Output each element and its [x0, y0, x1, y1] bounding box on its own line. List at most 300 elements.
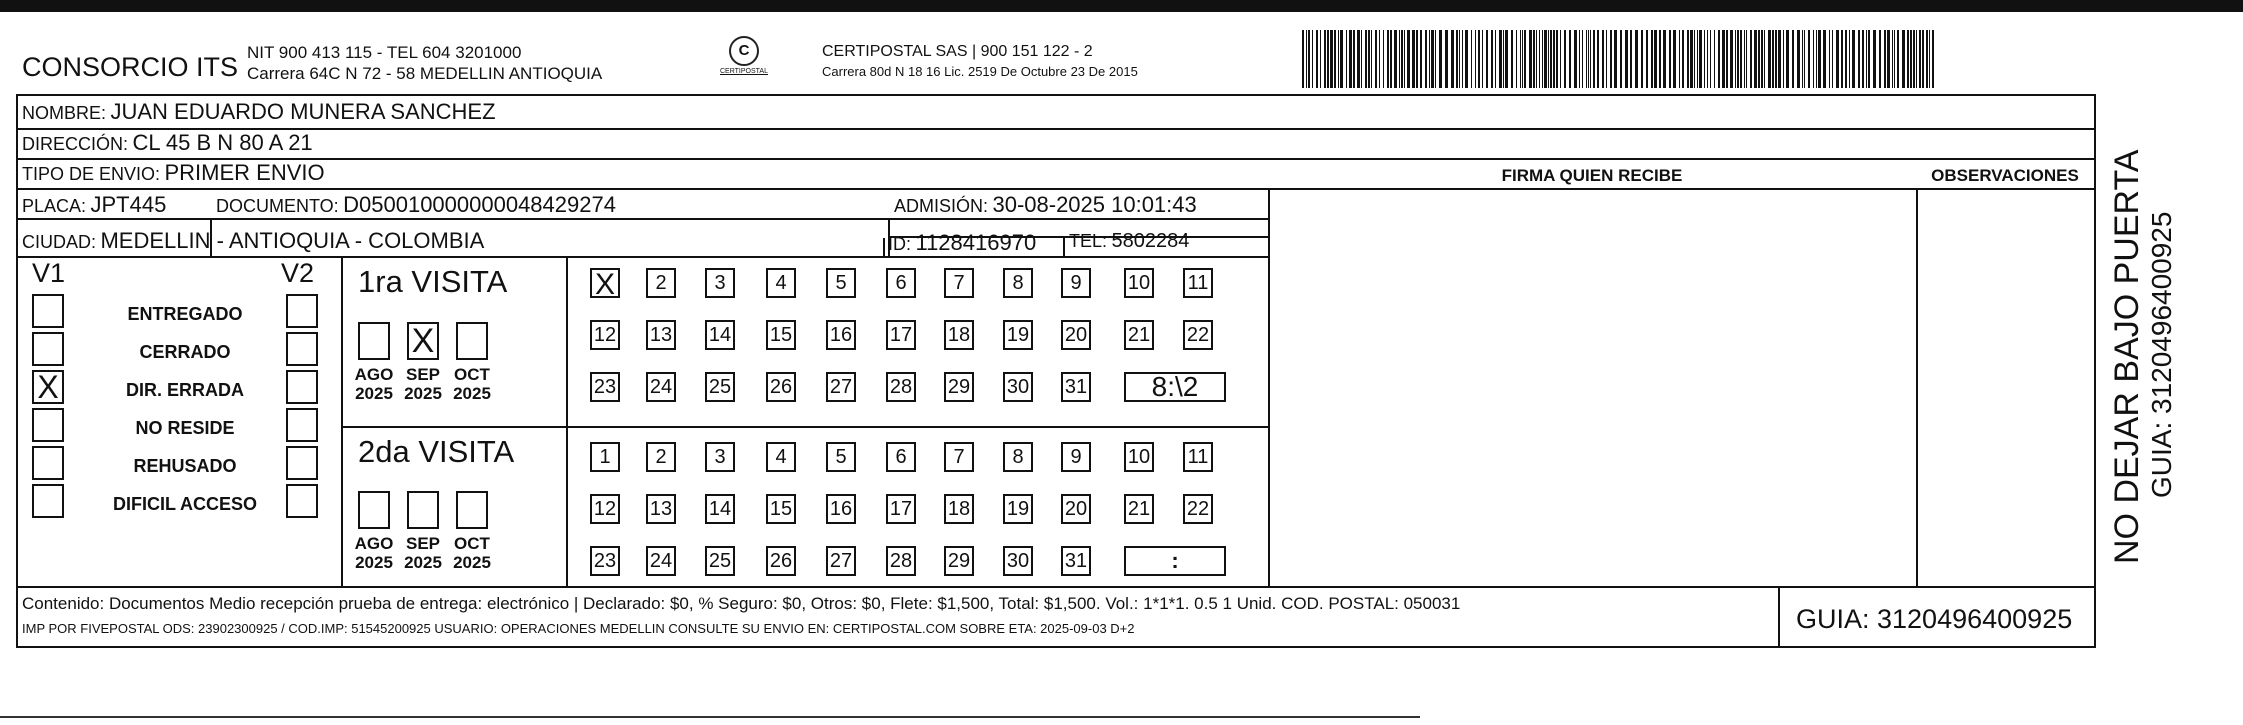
second-visit-day-box: 4	[766, 442, 796, 472]
barcode-bar	[1687, 30, 1689, 88]
bottom-rule	[0, 716, 1420, 718]
barcode-bar	[1663, 30, 1666, 88]
barcode-bar	[1679, 30, 1680, 88]
second-visit-day-box: 1	[590, 442, 620, 472]
second-visit-day-box: 28	[886, 546, 916, 576]
barcode-bar	[1383, 30, 1384, 88]
barcode-bar	[1707, 30, 1708, 88]
first-visit-day-box: 23	[590, 372, 620, 402]
barcode-bar	[1499, 30, 1502, 88]
id-value: 1128416970	[915, 230, 1037, 255]
second-visit-day-box: 21	[1124, 494, 1154, 524]
tipo-envio-label: TIPO DE ENVIO:	[22, 164, 161, 184]
month-label: SEP	[405, 365, 441, 384]
month-label: SEP	[405, 534, 441, 553]
barcode-bar	[1858, 30, 1860, 88]
barcode-bar	[1929, 30, 1930, 88]
barcode-bar	[1852, 30, 1855, 88]
barcode-bar	[1916, 30, 1917, 88]
placa-label: PLACA:	[22, 196, 87, 216]
barcode-bar	[1334, 30, 1336, 88]
barcode-bar	[1456, 30, 1458, 88]
admision-field	[894, 192, 1197, 218]
first-visit-time-box: 8:\2	[1124, 372, 1226, 402]
barcode-bar	[1802, 30, 1803, 88]
barcode-bar	[1746, 30, 1747, 88]
second-visit-day-box: 3	[705, 442, 735, 472]
v2-checkbox	[286, 484, 318, 518]
barcode-bar	[1394, 30, 1397, 88]
barcode-bar	[1412, 30, 1415, 88]
barcode-bar	[1754, 30, 1757, 88]
first-visit-day-box: 5	[826, 268, 856, 298]
barcode-bar	[1462, 30, 1463, 88]
year-label: 2025	[453, 553, 491, 572]
barcode-bar	[1722, 30, 1725, 88]
second-visit-day-box: 24	[646, 546, 676, 576]
barcode-bar	[1379, 30, 1380, 88]
status-label: CERRADO	[139, 342, 231, 362]
barcode-bar	[1435, 30, 1436, 88]
barcode-bar	[1582, 30, 1583, 88]
certipostal-logo	[712, 36, 776, 88]
barcode-bar	[1387, 30, 1389, 88]
barcode-bar	[1302, 30, 1304, 88]
first-visit-day-box: 3	[705, 268, 735, 298]
barcode-bar	[1625, 30, 1628, 88]
barcode-bar	[1866, 30, 1867, 88]
barcode-bar	[1606, 30, 1607, 88]
barcode-bar	[1894, 30, 1895, 88]
first-visit-day-box: 21	[1124, 320, 1154, 350]
barcode-bar	[1792, 30, 1794, 88]
barcode-bar	[1646, 30, 1648, 88]
first-visit-day-box: 10	[1124, 268, 1154, 298]
tel-field	[1069, 230, 1189, 253]
barcode-bar	[1478, 30, 1480, 88]
placa-field	[22, 192, 166, 218]
documento-value: D050010000000048429274	[343, 192, 616, 217]
v1-label: V1	[32, 258, 66, 288]
barcode-bar	[1873, 30, 1876, 88]
second-visit-month-checkbox	[358, 491, 390, 529]
first-visit-day-box: 28	[886, 372, 916, 402]
tel-label: TEL:	[1069, 231, 1108, 251]
barcode-bar	[1887, 30, 1890, 88]
year-label: 2025	[404, 384, 442, 403]
barcode-bar	[1913, 30, 1915, 88]
second-visit-day-box: 25	[705, 546, 735, 576]
barcode-bar	[1635, 30, 1638, 88]
second-visit-day-box: 31	[1061, 546, 1091, 576]
barcode-bar	[1416, 30, 1418, 88]
barcode-bar	[1306, 30, 1307, 88]
barcode-bar	[1783, 30, 1784, 88]
barcode-bar	[1420, 30, 1422, 88]
tel-value: 5802284	[1111, 230, 1190, 252]
barcode-bar	[1539, 30, 1540, 88]
barcode-bar	[1330, 30, 1333, 88]
barcode-bar	[1926, 30, 1928, 88]
second-visit-day-box: 23	[590, 546, 620, 576]
barcode-bar	[1327, 30, 1329, 88]
barcode-bar	[1439, 30, 1442, 88]
status-label: ENTREGADO	[127, 304, 243, 324]
barcode-bar	[1849, 30, 1850, 88]
barcode	[1302, 30, 1936, 88]
barcode-bar	[1579, 30, 1580, 88]
first-visit-month-checkbox	[358, 322, 390, 360]
barcode-bar	[1808, 30, 1810, 88]
barcode-bar	[1659, 30, 1661, 88]
first-visit-day-box: 14	[705, 320, 735, 350]
barcode-bar	[1361, 30, 1362, 88]
barcode-bar	[1429, 30, 1430, 88]
barcode-bar	[1718, 30, 1720, 88]
second-visit-day-box: 10	[1124, 442, 1154, 472]
documento-label: DOCUMENTO:	[216, 196, 339, 216]
first-visit-day-box: 18	[944, 320, 974, 350]
first-visit-day-box: 20	[1061, 320, 1091, 350]
barcode-bar	[1620, 30, 1622, 88]
barcode-bar	[1735, 30, 1736, 88]
contenido-line: Contenido: Documentos Medio recepción prueba de entrega: electrónico | Declarado: $0, % Seguro: $0, Otros: $0, Flete: $1,500, Total: $1,500. Vol.: 1*1*1. 0.5 1 Unid. COD. POSTAL: 050031	[22, 594, 1461, 613]
barcode-bar	[1588, 30, 1589, 88]
company-name: CONSORCIO ITS	[22, 52, 239, 82]
barcode-bar	[1768, 30, 1771, 88]
barcode-bar	[1404, 30, 1405, 88]
barcode-bar	[1524, 30, 1526, 88]
barcode-bar	[1569, 30, 1571, 88]
barcode-bar	[1836, 30, 1839, 88]
barcode-bar	[1868, 30, 1870, 88]
barcode-bar	[1340, 30, 1343, 88]
firma-header: FIRMA QUIEN RECIBE	[1501, 166, 1683, 185]
barcode-bar	[1368, 30, 1370, 88]
barcode-bar	[1697, 30, 1698, 88]
first-visit-day-box: 15	[766, 320, 796, 350]
second-visit-day-box: 27	[826, 546, 856, 576]
barcode-bar	[1797, 30, 1800, 88]
barcode-bar	[1353, 30, 1355, 88]
v1-checkbox	[32, 332, 64, 366]
id-label: ID:	[888, 234, 912, 254]
no-dejar-bajo-puerta: NO DEJAR BAJO PUERTA	[2108, 149, 2146, 564]
barcode-bar	[1614, 30, 1617, 88]
year-label: 2025	[453, 384, 491, 403]
observaciones-header: OBSERVACIONES	[1931, 166, 2079, 185]
barcode-bar	[1503, 30, 1504, 88]
first-visit-day-box: 6	[886, 268, 916, 298]
guia-footer: GUIA: 3120496400925	[1796, 604, 2073, 634]
year-label: 2025	[355, 553, 393, 572]
certipostal-line: CERTIPOSTAL SAS | 900 151 122 - 2	[822, 43, 1093, 60]
v2-checkbox	[286, 408, 318, 442]
first-visit-day-box: 9	[1061, 268, 1091, 298]
barcode-bar	[1495, 30, 1496, 88]
second-visit-day-box: 5	[826, 442, 856, 472]
v1-checkbox	[32, 446, 64, 480]
barcode-bar	[1750, 30, 1752, 88]
second-visit-day-box: 9	[1061, 442, 1091, 472]
second-visit-day-box: 6	[886, 442, 916, 472]
check-mark-icon: X	[37, 369, 59, 405]
tipo-envio-value: PRIMER ENVIO	[164, 160, 325, 185]
barcode-bar	[1602, 30, 1604, 88]
barcode-bar	[1475, 30, 1476, 88]
second-visit-day-box: 19	[1003, 494, 1033, 524]
first-visit-day-box: 19	[1003, 320, 1033, 350]
first-visit-day-box: 8	[1003, 268, 1033, 298]
barcode-bar	[1758, 30, 1760, 88]
second-visit-day-box: 22	[1183, 494, 1213, 524]
guia-vertical: GUIA: 3120496400925	[2146, 211, 2177, 498]
first-visit-day-box: 26	[766, 372, 796, 402]
barcode-bar	[1654, 30, 1657, 88]
barcode-bar	[1445, 30, 1448, 88]
first-visit-month-checkbox	[456, 322, 488, 360]
barcode-bar	[1586, 30, 1587, 88]
address-line: Carrera 64C N 72 - 58 MEDELLIN ANTIOQUIA	[247, 64, 603, 83]
barcode-bar	[1919, 30, 1921, 88]
barcode-bar	[1316, 30, 1318, 88]
barcode-bar	[1669, 30, 1671, 88]
barcode-bar	[1772, 30, 1774, 88]
barcode-bar	[1505, 30, 1508, 88]
barcode-bar	[1704, 30, 1705, 88]
direccion-value: CL 45 B N 80 A 21	[132, 130, 313, 155]
barcode-bar	[1556, 30, 1558, 88]
barcode-bar	[1818, 30, 1821, 88]
barcode-bar	[1597, 30, 1599, 88]
barcode-bar	[1324, 30, 1326, 88]
barcode-bar	[1365, 30, 1367, 88]
barcode-bar	[1548, 30, 1549, 88]
barcode-bar	[1511, 30, 1513, 88]
barcode-bar	[1349, 30, 1352, 88]
nombre-value: JUAN EDUARDO MUNERA SANCHEZ	[110, 99, 496, 124]
v2-label: V2	[281, 258, 315, 288]
barcode-bar	[1862, 30, 1864, 88]
barcode-bar	[1401, 30, 1403, 88]
barcode-bar	[1690, 30, 1693, 88]
first-visit-day-box: 29	[944, 372, 974, 402]
barcode-bar	[1491, 30, 1493, 88]
barcode-bar	[1459, 30, 1460, 88]
barcode-bar	[1710, 30, 1711, 88]
barcode-bar	[1533, 30, 1535, 88]
second-visit-day-box: 17	[886, 494, 916, 524]
status-label: REHUSADO	[133, 456, 237, 476]
barcode-bar	[1832, 30, 1833, 88]
logo-mark-icon: C	[729, 36, 759, 66]
second-visit-day-box: 14	[705, 494, 735, 524]
year-label: 2025	[404, 553, 442, 572]
barcode-bar	[1823, 30, 1826, 88]
barcode-bar	[1897, 30, 1899, 88]
first-visit-month-checkbox	[407, 322, 439, 360]
barcode-bar	[1407, 30, 1410, 88]
barcode-bar	[1907, 30, 1909, 88]
first-visit-day-box: 17	[886, 320, 916, 350]
second-visit-day-box: 13	[646, 494, 676, 524]
barcode-bar	[1431, 30, 1434, 88]
barcode-bar	[1550, 30, 1552, 88]
second-visit-day-box: 30	[1003, 546, 1033, 576]
second-visit-day-box: 2	[646, 442, 676, 472]
certipostal-info	[822, 42, 1138, 82]
barcode-bar	[1829, 30, 1830, 88]
first-visit-day-box: 13	[646, 320, 676, 350]
barcode-bar	[1922, 30, 1924, 88]
first-visit-day-box: 24	[646, 372, 676, 402]
barcode-bar	[1516, 30, 1517, 88]
barcode-bar	[1778, 30, 1781, 88]
barcode-bar	[1902, 30, 1905, 88]
second-visit-day-box: 26	[766, 546, 796, 576]
barcode-bar	[1892, 30, 1893, 88]
top-border	[0, 0, 2243, 12]
second-visit-day-box: 15	[766, 494, 796, 524]
barcode-bar	[1699, 30, 1702, 88]
company-info	[247, 42, 602, 84]
barcode-bar	[1486, 30, 1488, 88]
barcode-bar	[1593, 30, 1595, 88]
second-visit-day-box: 11	[1183, 442, 1213, 472]
barcode-bar	[1399, 30, 1400, 88]
barcode-bar	[1641, 30, 1643, 88]
ciudad-label: CIUDAD:	[22, 232, 97, 252]
barcode-bar	[1529, 30, 1532, 88]
barcode-bar	[1714, 30, 1715, 88]
v1-checkbox	[32, 370, 64, 404]
imp-line: IMP POR FIVEPOSTAL ODS: 23902300925 / COD.IMP: 51545200925 USUARIO: OPERACIONES MEDELLIN CONSULTE SU ENVIO EN: CERTIPOSTAL.COM SOBRE ETA: 2025-09-03 D+2	[22, 621, 1135, 636]
barcode-bar	[1520, 30, 1521, 88]
first-visit-day-box: 31	[1061, 372, 1091, 402]
year-label: 2025	[355, 384, 393, 403]
barcode-bar	[1737, 30, 1739, 88]
placa-value: JPT445	[90, 192, 167, 217]
barcode-bar	[1375, 30, 1377, 88]
nombre-row	[22, 99, 496, 125]
barcode-bar	[1590, 30, 1591, 88]
barcode-bar	[1879, 30, 1881, 88]
barcode-bar	[1320, 30, 1321, 88]
v1-checkbox	[32, 484, 64, 518]
ciudad-value: MEDELLIN - ANTIOQUIA - COLOMBIA	[100, 228, 485, 253]
month-label: OCT	[454, 365, 490, 384]
second-visit-day-box: 18	[944, 494, 974, 524]
barcode-bar	[1471, 30, 1472, 88]
first-visit-day-box: 11	[1183, 268, 1213, 298]
barcode-bar	[1425, 30, 1427, 88]
barcode-bar	[1761, 30, 1763, 88]
admision-value: 30-08-2025 10:01:43	[992, 192, 1197, 217]
status-label: DIFICIL ACCESO	[112, 494, 257, 514]
second-visit-day-box: 29	[944, 546, 974, 576]
barcode-bar	[1630, 30, 1632, 88]
month-label: AGO	[354, 365, 394, 384]
v2-checkbox	[286, 370, 318, 404]
admision-label: ADMISIÓN:	[894, 196, 989, 216]
barcode-bar	[1730, 30, 1733, 88]
barcode-bar	[1884, 30, 1886, 88]
second-visit-day-box: 20	[1061, 494, 1091, 524]
logo-text: CERTIPOSTAL	[720, 68, 768, 75]
first-visit-day-box: 7	[944, 268, 974, 298]
first-visit-day-box: 25	[705, 372, 735, 402]
barcode-bar	[1651, 30, 1653, 88]
status-label: DIR. ERRADA	[125, 380, 244, 400]
second-visit-day-box: 12	[590, 494, 620, 524]
first-visit-day-box: 4	[766, 268, 796, 298]
check-mark-icon: X	[594, 268, 615, 301]
direccion-row	[22, 130, 313, 156]
barcode-bar	[1910, 30, 1912, 88]
second-visit-day-box: 8	[1003, 442, 1033, 472]
barcode-bar	[1522, 30, 1523, 88]
second-visit-day-box: 7	[944, 442, 974, 472]
barcode-bar	[1451, 30, 1454, 88]
barcode-bar	[1542, 30, 1543, 88]
second-visit-month-checkbox	[407, 491, 439, 529]
barcode-bar	[1338, 30, 1339, 88]
barcode-bar	[1841, 30, 1843, 88]
nit-line: NIT 900 413 115 - TEL 604 3201000	[247, 43, 522, 62]
month-label: OCT	[454, 534, 490, 553]
barcode-bar	[1308, 30, 1310, 88]
license-line: Carrera 80d N 18 16 Lic. 2519 De Octubre 23 De 2015	[822, 64, 1138, 79]
barcode-bar	[1744, 30, 1745, 88]
first-visit-day-box: 2	[646, 268, 676, 298]
barcode-bar	[1804, 30, 1805, 88]
ciudad-field	[22, 228, 484, 254]
delivery-form	[16, 94, 2096, 648]
barcode-bar	[1465, 30, 1468, 88]
barcode-bar	[1816, 30, 1817, 88]
v2-checkbox	[286, 332, 318, 366]
tipo-envio-row	[22, 160, 325, 186]
first-visit-day-box: 16	[826, 320, 856, 350]
v1-checkbox	[32, 408, 64, 442]
barcode-bar	[1564, 30, 1566, 88]
barcode-bar	[1775, 30, 1777, 88]
second-visit-day-box: 16	[826, 494, 856, 524]
barcode-bar	[1390, 30, 1392, 88]
first-visit-label: 1ra VISITA	[358, 264, 508, 299]
barcode-bar	[1673, 30, 1676, 88]
barcode-bar	[1553, 30, 1555, 88]
barcode-bar	[1845, 30, 1847, 88]
first-visit-day-box: 22	[1183, 320, 1213, 350]
status-label: NO RESIDE	[135, 418, 235, 438]
check-mark-icon: X	[411, 322, 435, 360]
barcode-bar	[1694, 30, 1695, 88]
nombre-label: NOMBRE:	[22, 103, 107, 123]
id-field	[888, 230, 1036, 256]
barcode-bar	[1544, 30, 1547, 88]
barcode-bar	[1786, 30, 1789, 88]
first-visit-day-box: 30	[1003, 372, 1033, 402]
barcode-bar	[1932, 30, 1934, 88]
barcode-bar	[1357, 30, 1360, 88]
second-visit-time-box: :	[1124, 546, 1226, 576]
second-visit-month-checkbox	[456, 491, 488, 529]
v2-checkbox	[286, 294, 318, 328]
barcode-bar	[1560, 30, 1561, 88]
barcode-bar	[1764, 30, 1765, 88]
barcode-bar	[1574, 30, 1577, 88]
